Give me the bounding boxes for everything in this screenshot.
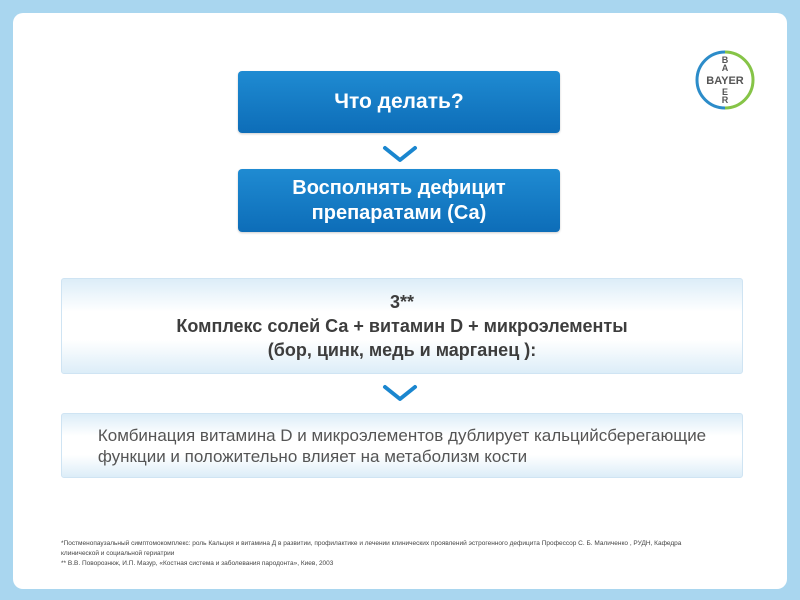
footnotes (61, 539, 741, 569)
step-complex-line1: Комплекс солей Са + витамин D + микроэлементы (176, 316, 628, 336)
svg-text:R: R (721, 95, 729, 105)
bayer-logo (694, 49, 756, 111)
chevron-down-icon (382, 384, 418, 402)
step-replenish-line1: Восполнять дефицит (292, 176, 506, 199)
step-combination (61, 413, 743, 478)
svg-text:E: E (721, 87, 729, 97)
footnote-1: *Постменопаузальный симптомокомплекс: роль Кальция и витамина Д в развитии, профилактике и лечении клинических проявлений эстрогенного дефицита Профессор С. Б. Маличенко , РУДН, Кафедра (61, 540, 682, 547)
logo-text-horizontal: BAYER (706, 75, 744, 87)
step-what-to-do (238, 71, 560, 133)
svg-text:A: A (721, 63, 729, 73)
svg-text:B: B (721, 55, 729, 65)
step-replenish-line2: препаратами (Са) (311, 201, 487, 224)
step-combination-line2: функции и положительно влияет на метаболизм кости (97, 446, 528, 466)
step-replenish-deficit (238, 169, 560, 232)
footnote-1-cont: клинической и социальной гериатрии (61, 550, 175, 557)
step-combination-line1: Комбинация витамина D и микроэлементов дублирует кальцийсберегающие (97, 425, 707, 445)
step-complex-number: 3** (389, 292, 415, 312)
step-complex (61, 278, 743, 374)
chevron-down-icon (382, 145, 418, 163)
step-what-to-do-text: Что делать? (334, 90, 464, 113)
step-complex-line2: (бор, цинк, медь и марганец ): (267, 340, 537, 360)
footnote-2: ** В.В. Поворознюк, И.П. Мазур, «Костная система и заболевания пародонта», Киев, 2003 (61, 560, 334, 567)
